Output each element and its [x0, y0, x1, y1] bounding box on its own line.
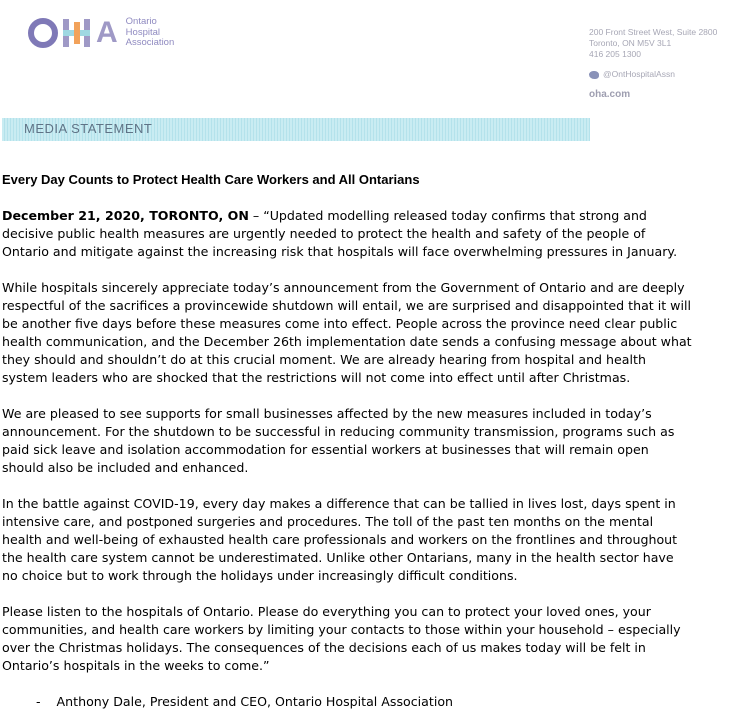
oha-logo — [28, 16, 174, 50]
paragraph: While hospitals sincerely appreciate today’s announcement from the Government of Ontario and are deeply respectful of the sacrifices a provincewide shutdown will entail, we are surprised and disappointed that it will be another five days before these measures come into effect. People across the province need clear public health communication, and the December 26th implementation date sends a confusing message about what they should and shouldn’t do at this crucial moment. We are already hearing from hospital and health system leaders who are shocked that the restrictions will not come into effect until after Christmas. — [2, 280, 692, 385]
statement-body — [2, 171, 692, 711]
address-line: 200 Front Street West, Suite 2800 — [589, 27, 718, 37]
paragraph: Please listen to the hospitals of Ontario. Please do everything you can to protect your loved ones, your communities, and health care workers by limiting your contacts to those within your household – especially over the Christmas holidays. The consequences of the decisions each of us makes today will be felt in Ontario’s hospitals in the weeks to come.” — [2, 604, 681, 673]
phone-number: 416 205 1300 — [589, 49, 641, 59]
logo-org-name — [126, 17, 175, 49]
logo-letter-h-plus — [60, 16, 94, 50]
paragraph: In the battle against COVID-19, every day makes a difference that can be tallied in lives lost, days spent in intensive care, and postponed surgeries and procedures. The toll of the past ten months on the mental health and well-being of exhausted health care professionals and workers on the frontlines and throughout the health care system cannot be underestimated. Unlike other Ontarians, many in the health sector have no choice but to work through the holidays under increasingly difficult conditions. — [2, 496, 678, 583]
dateline: December 21, 2020, TORONTO, ON — [2, 208, 249, 223]
twitter-handle[interactable] — [589, 69, 736, 80]
oha-logo-mark — [28, 16, 118, 50]
address-line: Toronto, ON M5V 3L1 — [589, 38, 672, 48]
twitter-bird-icon — [589, 71, 599, 79]
media-statement-banner — [2, 118, 590, 141]
statement-headline: Every Day Counts to Protect Health Care Workers and All Ontarians — [2, 172, 420, 187]
paragraph-text: – “Updated modelling released today confirms that strong and decisive public health measures are urgently needed to protect the health and safety of the people of Ontario and mitigate against the increasing risk that hospitals will face overwhelming pressures in January. — [2, 208, 678, 259]
paragraph: We are pleased to see supports for small businesses affected by the new measures included in today’s announcement. For the shutdown to be successful in reducing community transmission, programs such as paid sick leave and isolation accommodation for essential workers at businesses that will remain open should also be included and enhanced. — [2, 406, 675, 475]
attribution — [2, 693, 692, 711]
logo-org-line: Association — [125, 37, 175, 49]
media-statement-label: MEDIA STATEMENT — [24, 121, 153, 136]
logo-letter-o — [28, 18, 58, 48]
attribution-bullet: - — [36, 694, 41, 709]
paragraph — [2, 207, 692, 261]
attribution-text: Anthony Dale, President and CEO, Ontario Hospital Association — [56, 694, 454, 709]
logo-org-line: Hospital — [125, 26, 160, 38]
contact-block — [589, 27, 736, 100]
logo-org-line: Ontario — [125, 16, 157, 28]
website-link[interactable]: oha.com — [589, 89, 631, 100]
logo-letter-a: A — [96, 16, 118, 49]
twitter-handle-text: @OntHospitalAssn — [603, 69, 675, 79]
